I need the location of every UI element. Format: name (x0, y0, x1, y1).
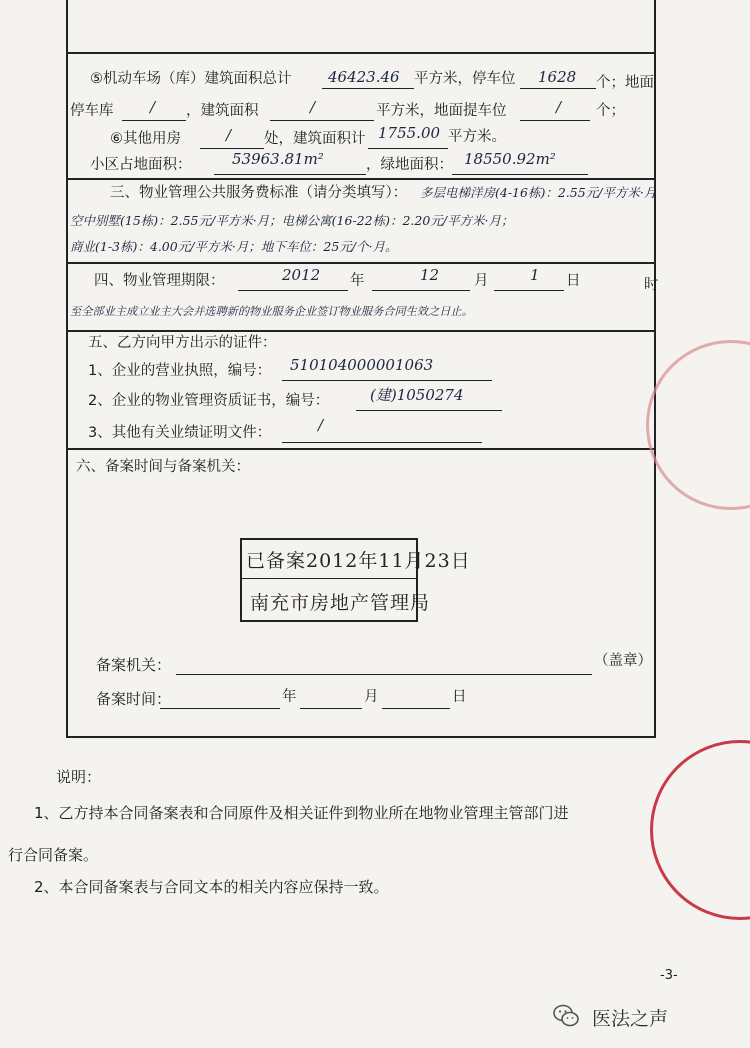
row-divider (66, 448, 656, 450)
license-number: 510104000001063 (290, 356, 434, 374)
other-docs-value: / (318, 416, 324, 434)
underline (452, 174, 588, 175)
note-1-line-1: 1、乙方持本合同备案表和合同原件及相关证件到物业所在地物业管理主管部门进 (34, 804, 569, 822)
underline (372, 290, 470, 291)
underline (270, 120, 374, 121)
license-label: 1、企业的营业执照，编号： (88, 363, 272, 379)
underline (368, 148, 448, 149)
term-day-value: 1 (530, 266, 540, 284)
watermark (552, 998, 732, 1038)
term-year-label: 年 (350, 273, 365, 289)
parking-area-label: ⑤机动车场（库）建筑面积总计 (90, 71, 292, 87)
term-title: 四、物业管理期限： (94, 273, 225, 289)
underline (356, 410, 502, 411)
seal-note: （盖章） (594, 653, 652, 669)
service-fee-line-2: 空中别墅(15栋)：2.55元/平方米·月；电梯公寓(16-22栋)：2.20元/平方米·月； (70, 213, 514, 228)
term-month-label: 月 (474, 273, 489, 289)
green-area-label: ，绿地面积： (366, 157, 453, 173)
parking-spaces-value: 1628 (538, 68, 577, 86)
company-seal-partial-top (646, 340, 750, 510)
row-divider (66, 178, 656, 180)
underline (282, 380, 492, 381)
underline (494, 290, 564, 291)
underline (322, 88, 414, 89)
agency-label: 备案机关： (96, 656, 172, 674)
filing-year-label: 年 (282, 689, 297, 705)
agency-line (176, 674, 592, 675)
underline (300, 708, 362, 709)
qualification-label: 2、企业的物业管理资质证书，编号： (88, 393, 330, 409)
parking-area-unit: 平方米，停车位 (414, 71, 516, 87)
wechat-icon (552, 1002, 580, 1030)
lift-spaces-label: 平方米，地面提车位 (376, 103, 507, 119)
notes-title: 说明： (56, 768, 102, 786)
other-area-value: 1755.00 (378, 124, 441, 142)
term-year-value: 2012 (282, 266, 321, 284)
filing-stamp (240, 538, 471, 622)
row-divider (66, 52, 656, 54)
other-area-label: 处，建筑面积计 (264, 131, 366, 147)
other-docs-label: 3、其他有关业绩证明文件： (88, 425, 272, 441)
service-fee-line-3: 商业(1-3栋)：4.00元/平方米·月；地下车位：25元/个·月。 (70, 239, 398, 254)
site-area-label: 小区占地面积： (90, 157, 192, 173)
certificates-title: 五、乙方向甲方出示的证件： (88, 335, 277, 351)
underline (238, 290, 348, 291)
stamp-divider (242, 578, 416, 579)
underline (160, 708, 280, 709)
other-area-unit: 平方米。 (448, 129, 506, 145)
underline (520, 120, 590, 121)
parking-area-value: 46423.46 (328, 68, 400, 86)
term-end-condition: 至全部业主成立业主大会并选聘新的物业服务企业签订物业服务合同生效之日止。 (70, 305, 473, 318)
filing-day-label: 日 (452, 689, 467, 705)
underline (200, 148, 264, 149)
service-fee-line-1: 多层电梯洋房(4-16栋)：2.55元/平方米·月 (420, 185, 657, 200)
underline (214, 174, 366, 175)
note-1-line-2: 行合同备案。 (8, 846, 99, 864)
site-area-value: 53963.81m² (232, 150, 324, 168)
note-2: 2、本合同备案表与合同文本的相关内容应保持一致。 (34, 878, 389, 896)
filing-month-label: 月 (364, 689, 379, 705)
garage-area-value: / (310, 98, 316, 116)
underline (520, 88, 596, 89)
filing-title: 六、备案时间与备案机关： (76, 459, 250, 475)
green-area-value: 18550.92m² (464, 150, 556, 168)
parking-spaces-unit: 个；地面 (596, 75, 654, 91)
garage-label: 停车库 (70, 103, 114, 119)
underline (122, 120, 186, 121)
watermark-text: 医法之声 (592, 1008, 669, 1030)
other-rooms-value: / (226, 126, 232, 144)
underline (382, 708, 450, 709)
stamp-date-text: 已备案2012年11月23日 (246, 550, 471, 572)
garage-value: / (150, 98, 156, 116)
row-divider (66, 262, 656, 264)
row-divider (66, 330, 656, 332)
garage-area-label: ，建筑面积 (186, 103, 259, 119)
filing-time-label: 备案时间： (96, 690, 172, 708)
term-month-value: 12 (420, 266, 440, 284)
page-number: -3- (660, 968, 678, 983)
term-day-label: 日 (566, 273, 581, 289)
underline (282, 442, 482, 443)
term-time-label: 时 (644, 277, 659, 293)
lift-spaces-unit: 个； (596, 103, 625, 119)
stamp-agency-text: 南充市房地产管理局 (250, 592, 431, 614)
qualification-number: (建)1050274 (370, 386, 464, 404)
other-rooms-label: ⑥其他用房 (110, 131, 181, 147)
lift-spaces-value: / (556, 98, 562, 116)
service-fee-title: 三、物业管理公共服务费标准（请分类填写）： (110, 185, 408, 201)
company-seal-partial-bottom (650, 740, 750, 920)
